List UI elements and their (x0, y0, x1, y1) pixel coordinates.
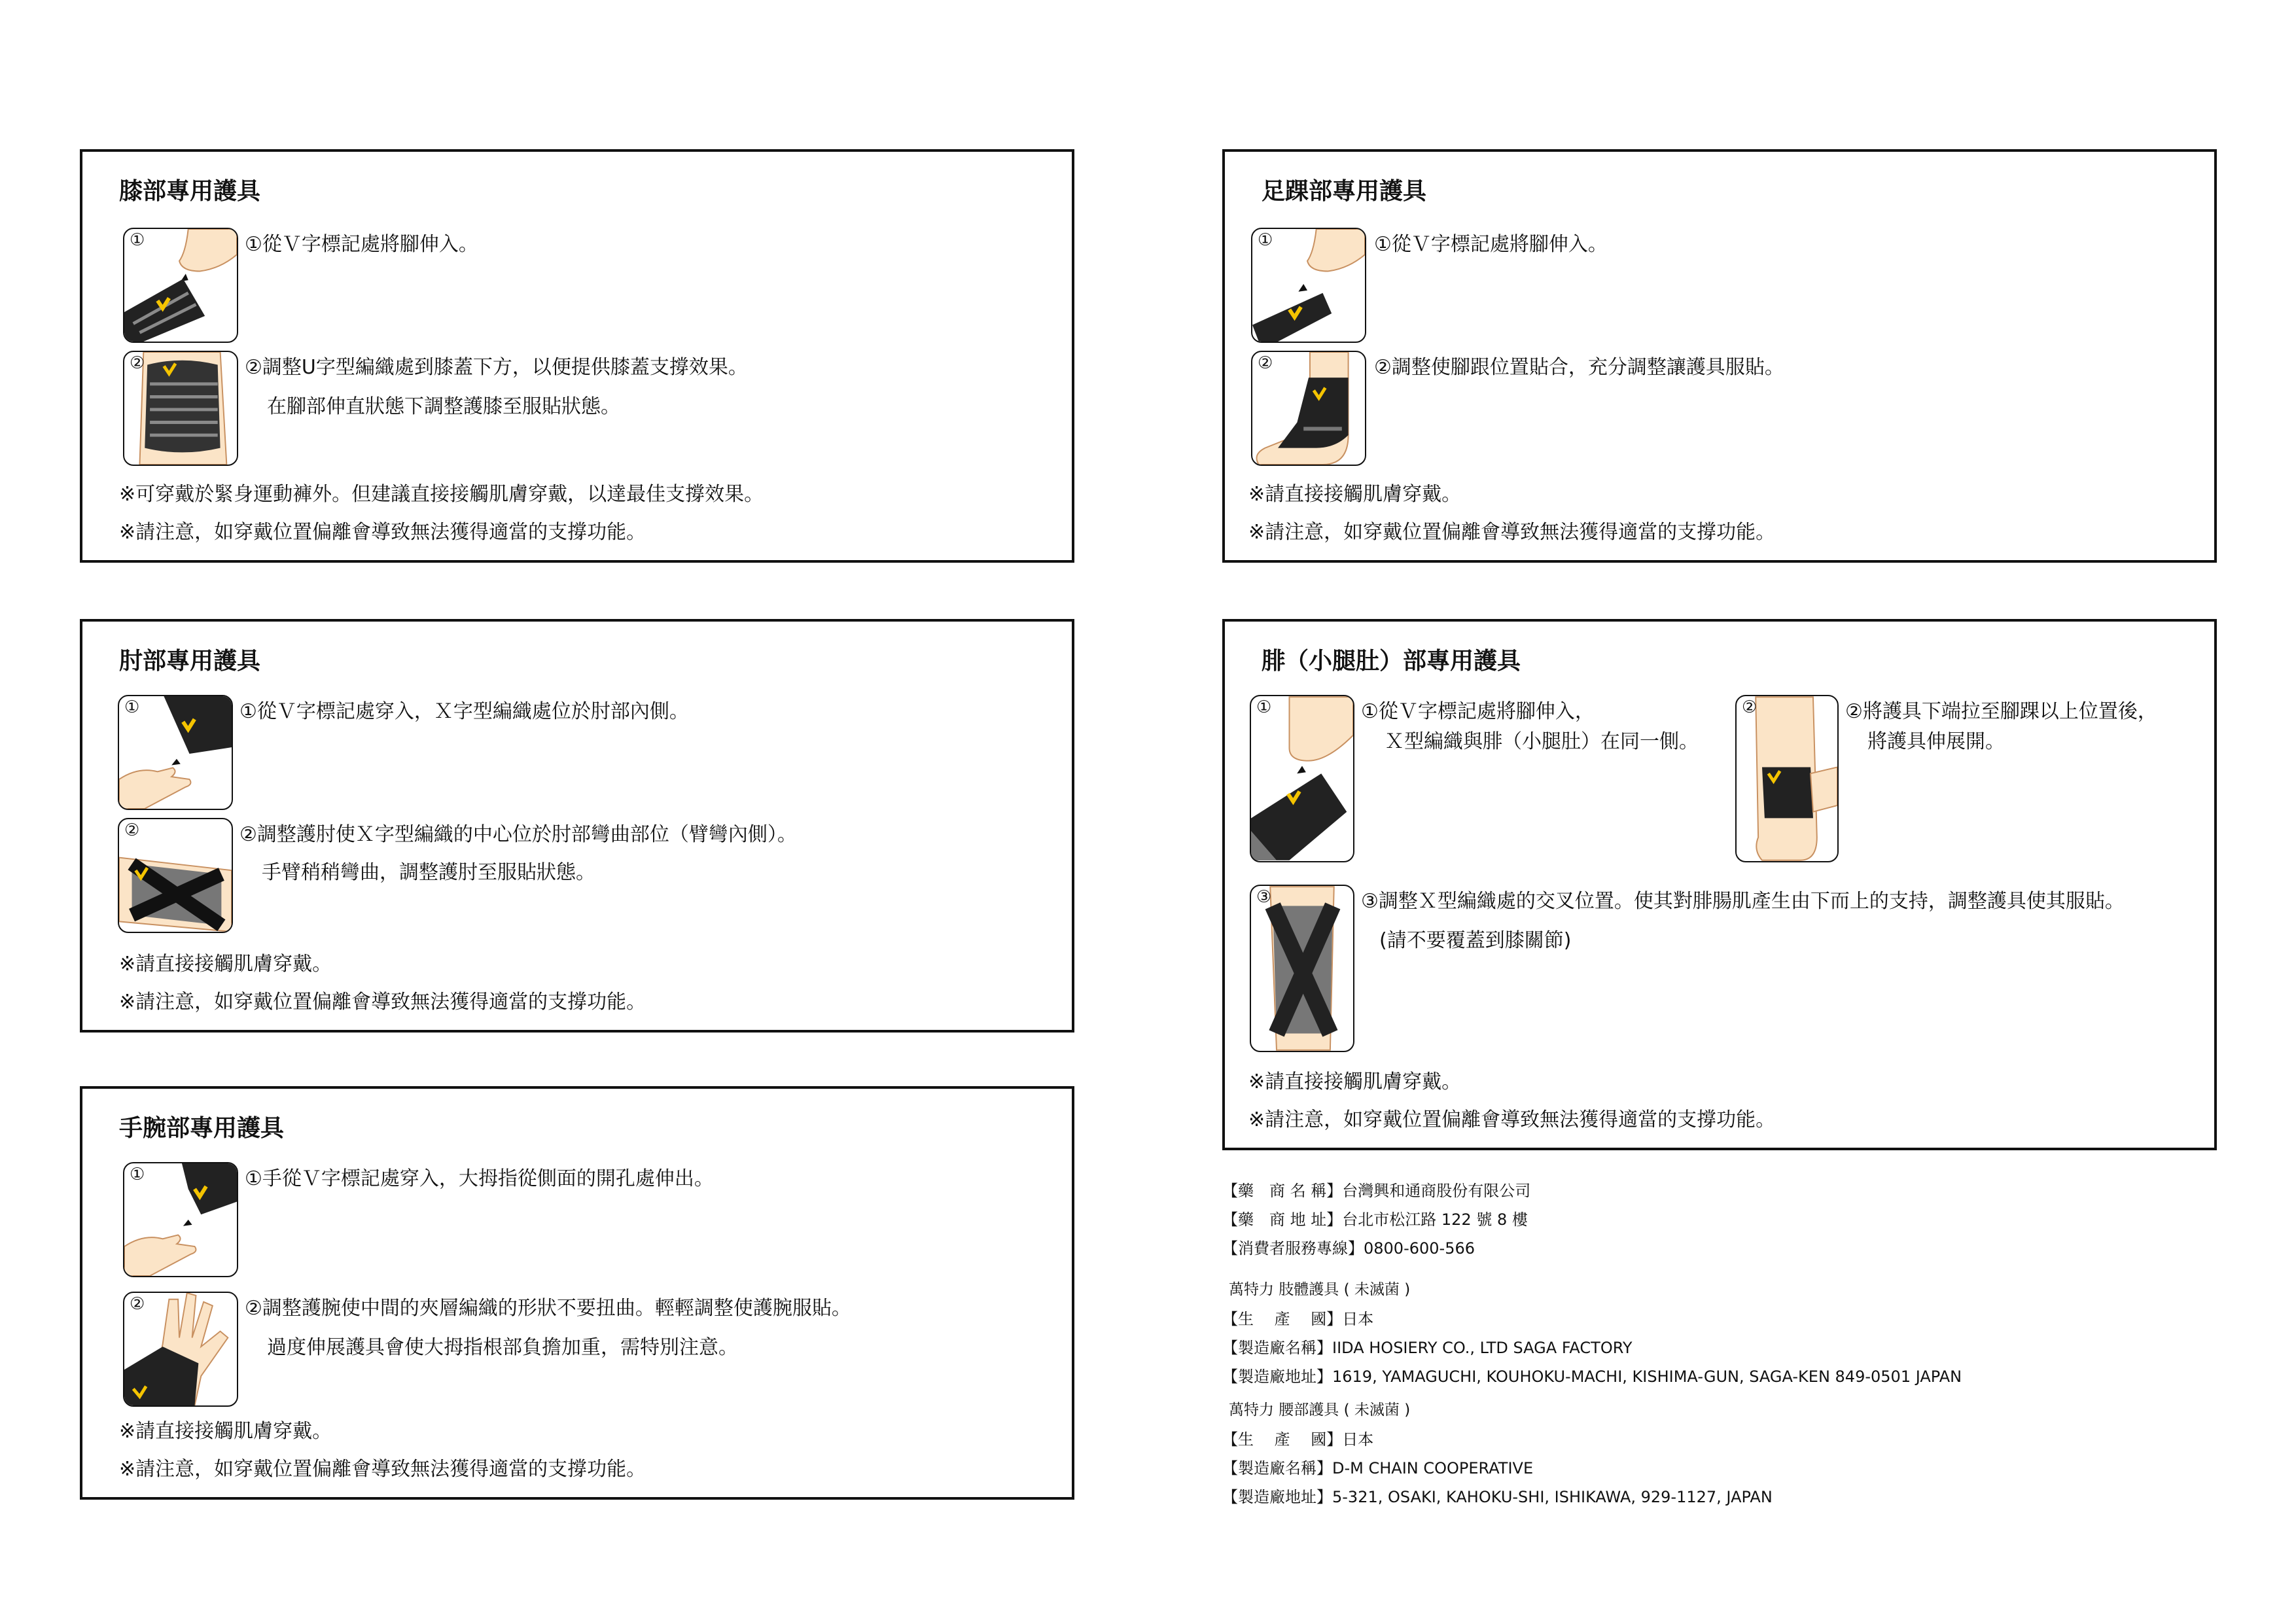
calf-note-2: ※請注意，如穿戴位置偏離會導致無法獲得適當的支撐功能。 (1248, 1108, 1776, 1131)
calf-note-1: ※請直接接觸肌膚穿戴。 (1248, 1070, 1462, 1093)
elbow-step2-text-b: 手臂稍稍彎曲，調整護肘至服貼狀態。 (262, 861, 595, 884)
knee-step1-figure (123, 228, 238, 343)
elbow-step2-figure (118, 818, 233, 933)
calf-brace-worn-icon (1251, 886, 1353, 1051)
ankle-title: 足踝部專用護具 (1262, 178, 1427, 205)
calf-brace-pulled-up-icon (1737, 696, 1837, 861)
info-origin-2: 【生 產 國】日本 (1222, 1430, 1374, 1449)
wrist-step1-text: ①手從Ｖ字標記處穿入，大拇指從側面的開孔處伸出。 (245, 1167, 714, 1190)
info-maker-1: 【製造廠名稱】IIDA HOSIERY CO., LTD SAGA FACTORY (1222, 1339, 1633, 1357)
calf-section (1222, 619, 2217, 1150)
knee-note-2: ※請注意，如穿戴位置偏離會導致無法獲得適當的支撐功能。 (119, 521, 646, 544)
ankle-step1-figure (1251, 228, 1366, 343)
info-service-line: 【消費者服務專線】0800-600-566 (1222, 1239, 1475, 1258)
step-number: ② (130, 1294, 145, 1314)
info-maker-address-2: 【製造廠地址】5-321, OSAKI, KAHOKU-SHI, ISHIKAWA, 929-1127, JAPAN (1222, 1488, 1773, 1506)
wrist-section (80, 1086, 1074, 1500)
calf-step3-text-b: (請不要覆蓋到膝關節) (1379, 929, 1572, 952)
info-origin-1: 【生 產 國】日本 (1222, 1310, 1374, 1328)
knee-step2-text-b: 在腳部伸直狀態下調整護膝至服貼狀態。 (267, 395, 620, 418)
step-number: ② (124, 821, 140, 840)
step-number: ① (130, 230, 145, 250)
elbow-step2-text-a: ②調整護肘使Ｘ字型編織的中心位於肘部彎曲部位（臂彎內側）。 (239, 823, 797, 846)
knee-title: 膝部專用護具 (119, 178, 261, 205)
ankle-note-1: ※請直接接觸肌膚穿戴。 (1248, 483, 1462, 506)
step-number: ① (130, 1165, 145, 1184)
knee-note-1: ※可穿戴於緊身運動褲外。但建議直接接觸肌膚穿戴，以達最佳支撐效果。 (119, 483, 764, 506)
elbow-note-2: ※請注意，如穿戴位置偏離會導致無法獲得適當的支撐功能。 (119, 991, 646, 1014)
ankle-step2-figure (1251, 351, 1366, 466)
elbow-note-1: ※請直接接觸肌膚穿戴。 (119, 953, 332, 976)
elbow-step1-figure (118, 695, 233, 810)
calf-step2-text-a: ②將護具下端拉至腳踝以上位置後， (1845, 700, 2157, 723)
step-number: ① (1256, 697, 1272, 717)
ankle-section (1222, 149, 2217, 563)
wrist-step1-figure (123, 1162, 238, 1277)
wrist-title: 手腕部專用護具 (119, 1115, 285, 1142)
info-maker-address-1: 【製造廠地址】1619, YAMAGUCHI, KOUHOKU-MACHI, KISHIMA-GUN, SAGA-KEN 849-0501 JAPAN (1222, 1368, 1962, 1386)
step-number: ② (1742, 697, 1757, 717)
calf-step1-text-b: Ｘ型編織與腓（小腿肚）在同一側。 (1385, 730, 1699, 753)
knee-step2-text-a: ②調整U字型編織處到膝蓋下方，以便提供膝蓋支撐效果。 (245, 356, 748, 379)
step-number: ② (130, 353, 145, 373)
info-product-2: 萬特力 腰部護具 ( 未滅菌 ) (1229, 1402, 1411, 1419)
step-number: ① (1258, 230, 1273, 250)
info-dealer-address: 【藥 商 地 址】台北市松江路 122 號 8 樓 (1222, 1210, 1528, 1229)
calf-title: 腓（小腿肚）部專用護具 (1262, 648, 1521, 675)
ankle-step1-text: ①從Ｖ字標記處將腳伸入。 (1374, 233, 1608, 256)
ankle-step2-text: ②調整使腳跟位置貼合，充分調整讓護具服貼。 (1374, 356, 1784, 379)
info-dealer-name: 【藥 商 名 稱】台灣興和通商股份有限公司 (1222, 1182, 1531, 1200)
calf-step1-text-a: ①從Ｖ字標記處將腳伸入， (1361, 700, 1595, 723)
elbow-section (80, 619, 1074, 1033)
calf-step3-text-a: ③調整Ｘ型編織處的交叉位置。使其對腓腸肌產生由下而上的支持，調整護具使其服貼。 (1361, 890, 2125, 913)
wrist-step2-text-b: 過度伸展護具會使大拇指根部負擔加重，需特別注意。 (267, 1336, 738, 1359)
calf-step2-text-b: 將護具伸展開。 (1867, 730, 2005, 753)
calf-step2-figure (1735, 695, 1839, 862)
foot-into-calf-brace-icon (1251, 696, 1353, 861)
ankle-note-2: ※請注意，如穿戴位置偏離會導致無法獲得適當的支撐功能。 (1248, 521, 1776, 544)
knee-section (80, 149, 1074, 563)
wrist-step2-text-a: ②調整護腕使中間的夾層編織的形狀不要扭曲。輕輕調整使護腕服貼。 (245, 1297, 851, 1320)
info-product-1: 萬特力 肢體護具 ( 未滅菌 ) (1229, 1281, 1411, 1298)
wrist-note-1: ※請直接接觸肌膚穿戴。 (119, 1420, 332, 1443)
knee-step2-figure (123, 351, 238, 466)
wrist-note-2: ※請注意，如穿戴位置偏離會導致無法獲得適當的支撐功能。 (119, 1458, 646, 1481)
elbow-title: 肘部專用護具 (119, 648, 261, 675)
step-number: ③ (1256, 887, 1272, 907)
info-maker-2: 【製造廠名稱】D-M CHAIN COOPERATIVE (1222, 1459, 1534, 1477)
wrist-step2-figure (123, 1292, 238, 1407)
knee-step1-text: ①從Ｖ字標記處將腳伸入。 (245, 233, 478, 256)
calf-step1-figure (1250, 695, 1354, 862)
calf-step3-figure (1250, 885, 1354, 1052)
step-number: ① (124, 697, 140, 717)
step-number: ② (1258, 353, 1273, 373)
elbow-step1-text: ①從Ｖ字標記處穿入，Ｘ字型編織處位於肘部內側。 (239, 700, 689, 723)
